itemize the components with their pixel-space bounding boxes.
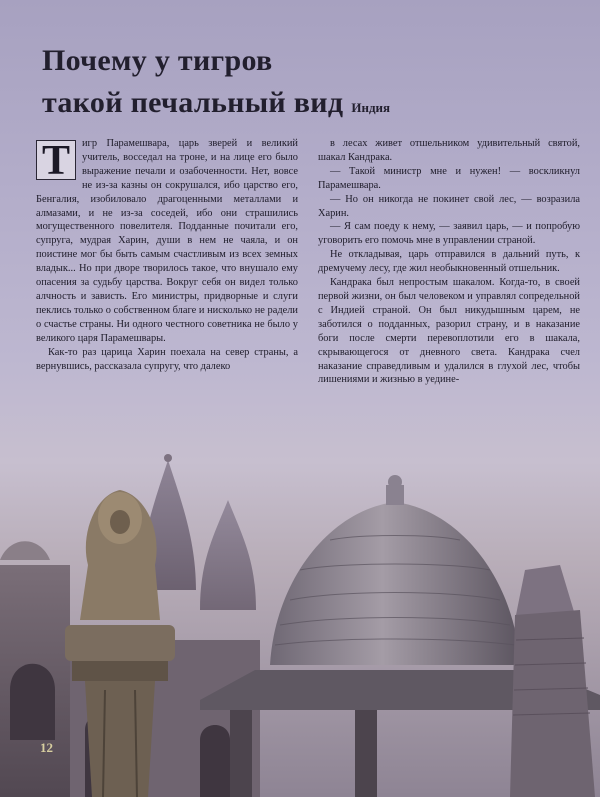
page-number: 12 <box>40 740 53 755</box>
page-title <box>42 40 390 129</box>
title-line-1: Почему у тигров <box>42 44 273 77</box>
paragraph: Как-то раз царица Харин поехала на север страны, а вернувшись, рассказала супругу, что далеко <box>36 346 298 372</box>
title-line-2-text: такой печальный вид <box>42 86 344 119</box>
paragraph: в лесах живет отшельником удивительный святой, шакал Кандрака. <box>318 138 580 163</box>
paragraph: Не откладывая, царь отправился в дальний путь, к дремучему лесу, где жил необыкновенный отшельник. <box>318 249 580 275</box>
temple-illustration <box>0 440 600 797</box>
origin-label: Индия <box>351 100 391 115</box>
paragraph: игр Парамешвара, царь зверей и великий учитель, восседал на троне, и на лице его было выражение печали и озабоченности. Нет, вовсе не из-за казны он сокрушался, ибо царство его, Бенгалия, изобиловало драгоценными металлами и алмазами, и не из-за соседей, ибо они страшились могущественного повелителя. Подданные почитали его, супруга, мудрая Харин, души в нем не чаяла, и он поистине мог бы быть самым счастливым из всех земных владык... Но при дворе творилось такое, что внушало ему опасения за судьбу царства. Вокруг себя он видел только алчность и зависть. Его министры, придворные и слуги пеклись только о собственном благе и нисколько не радели о счастье страны. Ни одного честного советника не было у великого царя Парамешвары. <box>36 138 298 344</box>
text-column-left <box>36 137 298 373</box>
drop-cap: Т <box>36 140 76 180</box>
paragraph: — Я сам поеду к нему, — заявил царь, — и попробую уговорить его помочь мне в управлении страной. <box>318 221 580 247</box>
text-column-right <box>318 137 580 387</box>
right-tower <box>510 610 595 797</box>
title-line-2 <box>42 82 390 129</box>
paragraph: — Такой министр мне и нужен! — воскликнул Парамешвара. <box>318 165 580 191</box>
paragraph: Кандрака был непростым шакалом. Когда-то, в своей первой жизни, он был человеком и управлял сопредельной с Индией страной. Он был никудышным царем, не заботился о подданных, разорил страну, и в наказание боги после смерти перевоплотили его в шакала, скрывающегося от дневного света. Кандрака счел наказание справедливым и удалился в глухой лес, чтобы лишениями и жизнью в уедине- <box>318 277 580 386</box>
paragraph: — Но он никогда не покинет свой лес, — возразила Харин. <box>318 193 580 219</box>
